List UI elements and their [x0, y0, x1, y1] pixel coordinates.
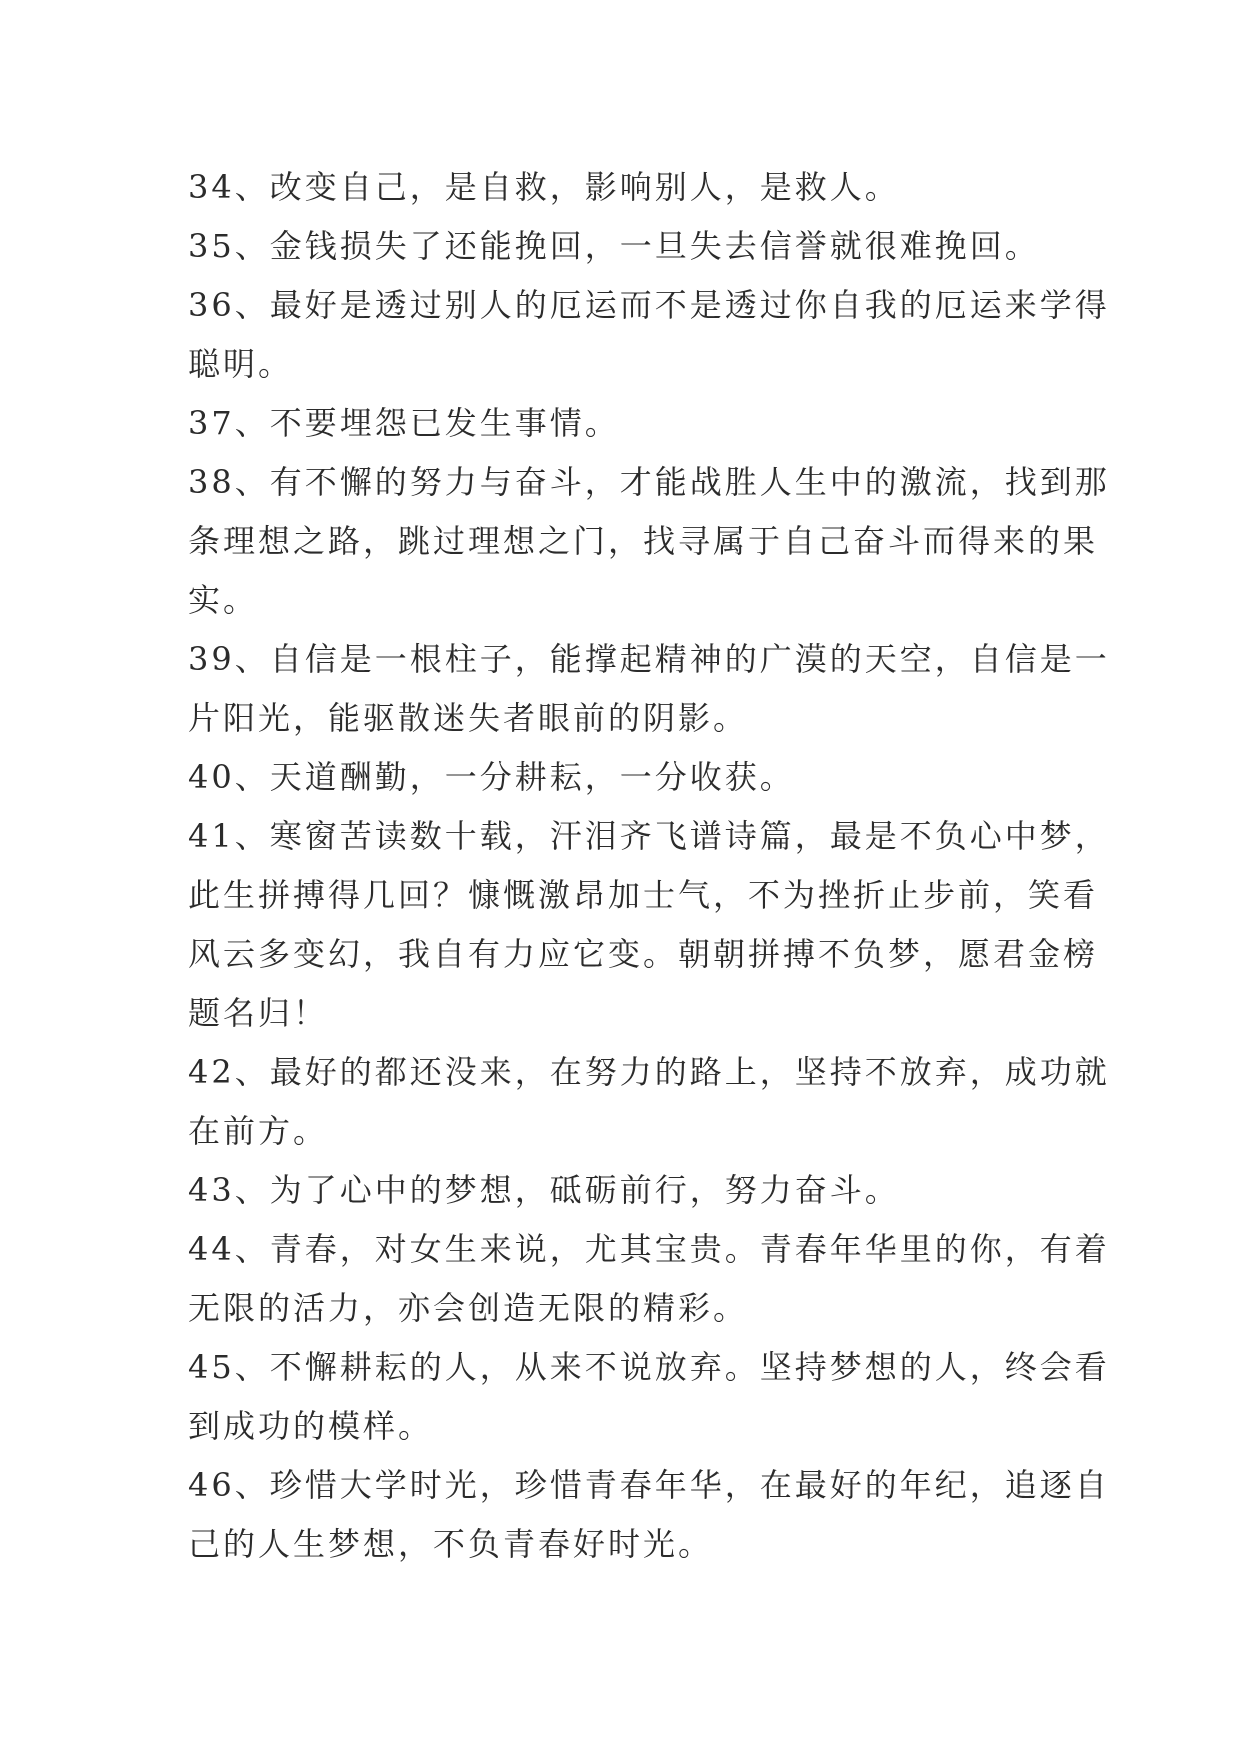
- text-line: 风云多变幻，我自有力应它变。朝朝拼搏不负梦，愿君金榜: [188, 935, 1099, 973]
- text-line: 到成功的模样。: [188, 1407, 434, 1445]
- text-line: 36、最好是透过别人的厄运而不是透过你自我的厄运来学得: [188, 286, 1110, 324]
- text-line: 42、最好的都还没来，在努力的路上，坚持不放弃，成功就: [188, 1053, 1110, 1091]
- text-line: 35、金钱损失了还能挽回，一旦失去信誉就很难挽回。: [188, 227, 1040, 265]
- text-line: 41、寒窗苦读数十载，汗泪齐飞谱诗篇，最是不负心中梦，: [188, 817, 1110, 855]
- document-body: [188, 158, 1110, 1574]
- text-line: 己的人生梦想，不负青春好时光。: [188, 1525, 714, 1563]
- text-line: 此生拼搏得几回？慷慨激昂加士气，不为挫折止步前，笑看: [188, 876, 1099, 914]
- text-line: 39、自信是一根柱子，能撑起精神的广漠的天空，自信是一: [188, 640, 1110, 678]
- text-line: 在前方。: [188, 1112, 329, 1150]
- text-line: 无限的活力，亦会创造无限的精彩。: [188, 1289, 749, 1327]
- text-line: 45、不懈耕耘的人，从来不说放弃。坚持梦想的人，终会看: [188, 1348, 1110, 1386]
- text-line: 实。: [188, 581, 259, 619]
- text-line: 40、天道酬勤，一分耕耘，一分收获。: [188, 758, 795, 796]
- text-line: 37、不要埋怨已发生事情。: [188, 404, 620, 442]
- text-line: 43、为了心中的梦想，砥砺前行，努力奋斗。: [188, 1171, 900, 1209]
- text-line: 条理想之路，跳过理想之门，找寻属于自己奋斗而得来的果: [188, 522, 1099, 560]
- text-line: 44、青春，对女生来说，尤其宝贵。青春年华里的你，有着: [188, 1230, 1110, 1268]
- text-line: 38、有不懈的努力与奋斗，才能战胜人生中的激流，找到那: [188, 463, 1110, 501]
- text-line: 聪明。: [188, 345, 294, 383]
- text-line: 34、改变自己，是自救，影响别人，是救人。: [188, 168, 900, 206]
- text-line: 46、珍惜大学时光，珍惜青春年华，在最好的年纪，追逐自: [188, 1466, 1110, 1504]
- text-line: 题名归！: [188, 994, 329, 1032]
- text-line: 片阳光，能驱散迷失者眼前的阴影。: [188, 699, 749, 737]
